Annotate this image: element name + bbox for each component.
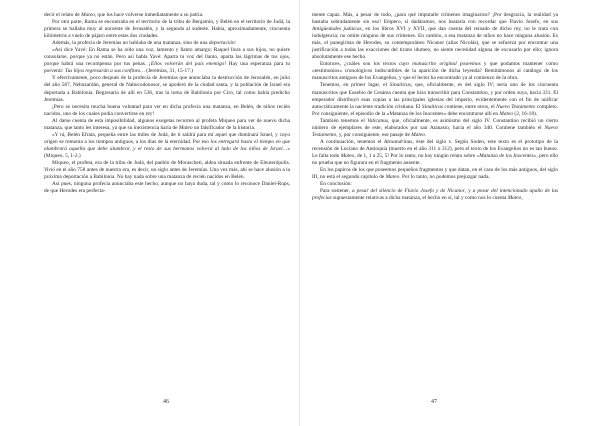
quote-paragraph: «Así dice Yavé: En Rama se ha oído una voz, lamento y llanto amargo; Raquel llora a sus hijos, no quiere consolarse, porque ya no están. Pero así habla Yavé: Aparta tu voz del llanto, aparta las lágrimas de tus ojos, porque habrá una recompensa por tus penas. ¡Ellos volverán del país enemigo! Hay una esperanza para tu porvenir: Tus hijos regresarán a sus confines… (Jeremías, 31, 15-17.) (44, 47, 291, 75)
page-number-right: 47 (431, 399, 437, 405)
paragraph: Y efectivamente, poco después de la profecía de Jeremías que anunciaba la destrucción de Jerusalén, en julio del año 587, Nebuzardán, general de Nabucodonosor, se apoderó de la ciudad santa, y la población de Israel era deportada a Babilonia. Regresaría de allí en 536, tras la toma de Babilonia por Ciro, tal como había predicho Jeremías. (44, 75, 290, 103)
paragraph: En los papiros de los que poseemos pequeños fragmentos y que datan, en el caso de los más antiguos, del siglo III, no está el segundo capítulo de Mateo. Por lo tanto, no podemos prejuzgar nada. (312, 167, 558, 181)
paragraph: En conclusión: (320, 181, 352, 188)
left-page (44, 12, 290, 195)
right-page (312, 12, 558, 202)
paragraph: Tenemos, en primer lugar, el Sinaiticus, que, oficialmente, es del siglo IV; sería uno de los cincuenta manuscritos que Eusebio de Cesárea cuenta que hizo transcribir para Constantino, y por orden suya, hacia 331. El emperador distribuyó esas copias a las principales iglesias del imperio, evidentemente con el fin de unificar autocráticamente la naciente tradición cristiana. El Sinaiticus contiene, entre otros, el Nuevo Testamento completo. Por consiguiente, el episodio de la «Matanza de los Inocentes» debe encontrarse allí en Mateo (2, 16-18). (312, 82, 559, 117)
gutter-divider (299, 0, 300, 426)
paragraph: Así pues, ninguna profecía anunciaba este hecho, aunque no haya duda, tal y como lo reconoce Daniel-Rops, de que Herodes era perfecta- (44, 181, 290, 195)
paragraph: Miqueo, el profeta, era de la tribu de Judá, del pueblo de Morascheti, aldea situada enfrente de Eleuterópolis. Vivió en el año 758 antes de nuestra era, es decir, un siglo antes de Jeremías. Una vez más, ahí se hace alusión a la próxima deportación a Babilonia. No hay nada sobre una matanza de recién nacidos en Belén. (44, 159, 290, 181)
paragraph: Por otra parte, Rama se encontraba en el territorio de la tribu de Benjamín, y Belén en el territorio de Judá; la primera se hallaba muy al noroeste de Jerusalén, y la segunda al sudeste. Había, aproximadamente, cincuenta kilómetros a vuelo de pájaro entre estas dos ciudades. (44, 19, 290, 40)
paragraph: Al darse cuenta de esta imposibilidad, algunos exegetas recurren al profeta Miqueo para ver de nuevo dicha matanza, que tanto les interesa, ya que su inexistencia haría de Mateo un falsificador de la historia. (44, 117, 290, 131)
paragraph: mente capaz. Más, a pesar de todo, ¿para qué imputarle crímenes imaginarios? ¡Por desgracia, la realidad ya bastaba sobradamente sin eso! Empero, si dudáramos, nos bastaría con recordar que Flavio Josefo, en sus Antigüedades judaicas, en los libros XVI y XVII, que dan cuenta del reinado de dicho rey, no le trata con indulgencia; no omite ninguno de sus crímenes. En cambio, a esa matanza de niños no hace ninguna alusión. Es más, el panegirista de Herodes, su contemporáneo Nicanor (alias Nicolás), que se esfuerza por encontrar una justificación a todas las exacciones del tirano idumeo, no siente necesidad alguna de excusarlo por ello; ignora absolutamente ese hecho. (312, 12, 558, 61)
page-number-left: 46 (163, 399, 169, 405)
paragraph: A continuación, tenemos el Alexandrinus, éste del siglo v. Según Soden, este texto es el prototipo de la recensión de Luciano de Antioquía (muerto en el año 311 o 312), pero el texto de los Evangelios no es tan bueno. Le falta todo Mateo, de 1, 1 a 25, 5! Por lo tanto, no hay ningún relato sobre «Matanza de los Inocentes», pero ello no prueba que no figurara en el fragmento ausente. (312, 138, 558, 166)
quote-paragraph: «Y tú, Belén Efrata, pequeña entre las miles de Judá, de ti saldrá para mí aquel que dominará Israel, y cuyo origen se remonta a los tiempos antiguos, a los días de la eternidad. Por eso los entregará hasta el tiempo en que alumbrará aquella que debe alumbrar, y el resto de sus hermanos volverá al lado de los niños de Israel…» (Miqueo, 5, 1-2.) (44, 131, 290, 159)
paragraph: Además, la profecía de Jeremías no hablaba de una matanza, sino de una deportación: (52, 40, 237, 47)
paragraph: Para sostener, a pesar del silencio de Flavio Josefo y de Nicanor, y a pesar del intencionado apaño de las profecías supuestamente relativas a dicha matanza, el hecho en sí, tal y como nos lo cuenta Mateo, (312, 188, 559, 202)
paragraph: También tenemos el Vaticanus, que, oficialmente, es asimismo del siglo IV. Constantino recibió un cierto número de ejemplares de este, elaborados por san Atanasio, hacia el año 340. Contiene también el Nuevo Testamento, y, por consiguiente, ese pasaje de Mateo. (312, 117, 558, 138)
paragraph: ¡Pero se necesita mucha buena voluntad para ver en dicha profecía una matanza, en Belén, de niños recién nacidos, uno de los cuales podía convertirse en rey! (44, 103, 290, 117)
paragraph: decir el relato de Mateo, que los hace volverse inmediatamente a su patria. (44, 12, 204, 18)
paragraph: Entonces, ¿cuáles son los textos cuyo manuscrito original poseemos y que podamos mantener como «testimonios» cronológicos indiscutibles de la aparición de dicha leyenda? Remitámonos al catálogo de los manuscritos antiguos de los Evangelios, y que el lector ha encontrado ya al comienzo de la obra. (312, 61, 558, 82)
